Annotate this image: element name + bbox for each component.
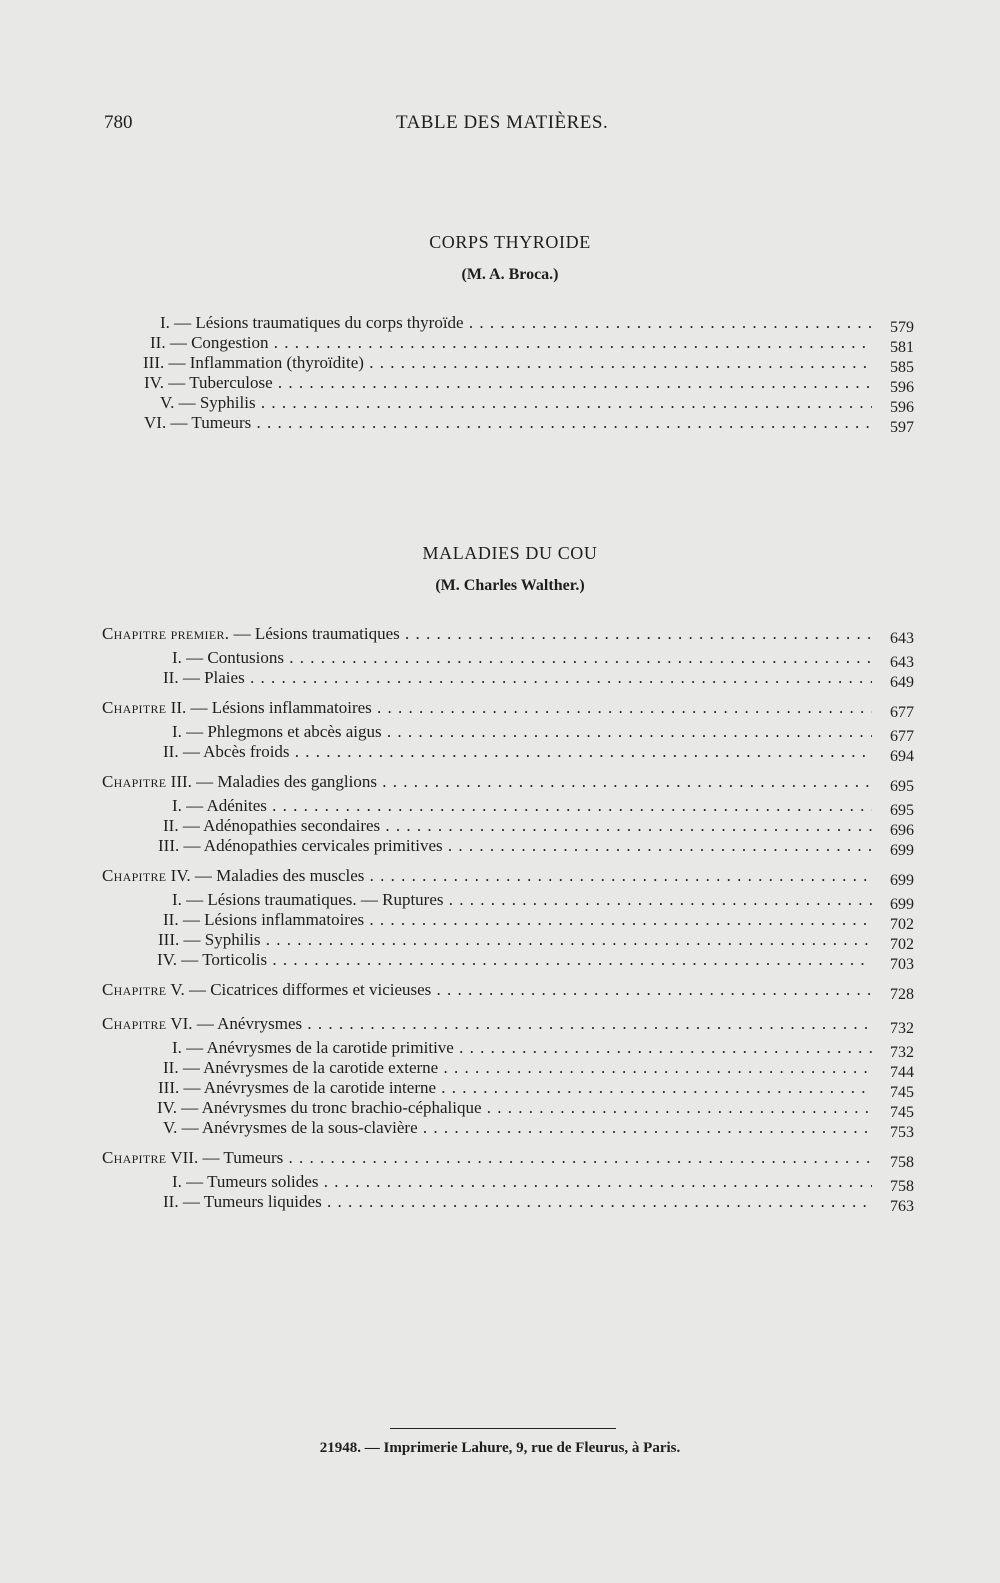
page-ref: 732 [890, 1044, 914, 1061]
page-ref: 695 [890, 802, 914, 819]
chapter-label: Anévrysmes [217, 1014, 303, 1033]
toc-entry: IV. — Anévrysmes du tronc brachio-céphalique . . . 745 [0, 1098, 1000, 1120]
page-ref: 596 [890, 379, 914, 396]
page-ref: 694 [890, 748, 914, 765]
page-ref: 703 [890, 956, 914, 973]
running-header [104, 112, 884, 142]
chapter-number: IV. [170, 866, 191, 885]
toc-entry: I. — Lésions traumatiques du corps thyroïde . . . 579 [0, 313, 1000, 335]
entry-number: II. [163, 668, 179, 687]
entry-number: II. [163, 910, 179, 929]
toc-entry: I. — Adénites . . . 695 [0, 796, 1000, 818]
entry-number: II. [163, 816, 179, 835]
page-ref: 744 [890, 1064, 914, 1081]
section-author-maladies-du-cou: (M. Charles Walther.) [435, 577, 585, 594]
toc-entry: V. — Anévrysmes de la sous-clavière . . . 753 [0, 1118, 1000, 1140]
toc-entry: IV. — Torticolis . . . 703 [0, 950, 1000, 972]
entry-number: II. [163, 742, 179, 761]
chapter-word: Chapitre [102, 1148, 167, 1167]
chapter-word: Chapitre [102, 698, 167, 717]
entry-number: IV. [157, 950, 177, 969]
chapter-label: Tumeurs [223, 1148, 284, 1167]
page-ref: 649 [890, 674, 914, 691]
toc-entry: VI. — Tumeurs . . . 597 [0, 413, 1000, 435]
page-ref: 643 [890, 654, 914, 671]
toc-chapter: Chapitre III. — Maladies des ganglions . . . 695 [0, 772, 1000, 794]
chapter-word: Chapitre [102, 866, 167, 885]
entry-label: Syphilis [199, 393, 256, 412]
entry-label: Anévrysmes de la carotide primitive [206, 1038, 454, 1057]
chapter-number: premier. [170, 624, 230, 643]
page-ref: 732 [890, 1020, 914, 1037]
chapter-label: Lésions inflammatoires [211, 698, 372, 717]
page-ref: 763 [890, 1198, 914, 1215]
page-ref: 753 [890, 1124, 914, 1141]
toc-entry: IV. — Tuberculose . . . 596 [0, 373, 1000, 395]
entry-label: Tumeurs [191, 413, 252, 432]
chapter-number: III. [170, 772, 192, 791]
entry-label: Abcès froids [203, 742, 290, 761]
entry-number: III. [158, 836, 180, 855]
page-ref: 581 [890, 339, 914, 356]
entry-number: II. [150, 333, 166, 352]
section-title-corps-thyroide: CORPS THYROIDE [429, 232, 591, 252]
page-ref: 702 [890, 916, 914, 933]
entry-number: I. [160, 313, 170, 332]
entry-label: Lésions inflammatoires [204, 910, 365, 929]
page-ref: 585 [890, 359, 914, 376]
chapter-number: VI. [170, 1014, 193, 1033]
footer-rule [390, 1428, 616, 1429]
entry-number: I. [172, 890, 182, 909]
entry-number: I. [172, 722, 182, 741]
page-ref: 643 [890, 630, 914, 647]
chapter-label: Maladies des ganglions [217, 772, 377, 791]
entry-number: IV. [144, 373, 164, 392]
page-ref: 597 [890, 419, 914, 436]
section-author-corps-thyroide: (M. A. Broca.) [461, 266, 559, 283]
chapter-label: Lésions traumatiques [254, 624, 400, 643]
page-ref: 745 [890, 1104, 914, 1121]
entry-label: Syphilis [204, 930, 261, 949]
toc-entry: I. — Phlegmons et abcès aigus . . . 677 [0, 722, 1000, 744]
entry-label: Lésions traumatiques. — Ruptures [207, 890, 444, 909]
entry-label: Tumeurs liquides [203, 1192, 322, 1211]
page-ref: 758 [890, 1154, 914, 1171]
toc-chapter: Chapitre V. — Cicatrices difformes et vicieuses . . . 728 [0, 980, 1000, 1002]
entry-number: II. [163, 1058, 179, 1077]
chapter-label: Maladies des muscles [216, 866, 365, 885]
entry-number: II. [163, 1192, 179, 1211]
page-ref: 596 [890, 399, 914, 416]
page-ref: 728 [890, 986, 914, 1003]
toc-entry: II. — Anévrysmes de la carotide externe . . . 744 [0, 1058, 1000, 1080]
entry-label: Anévrysmes du tronc brachio-céphalique [201, 1098, 482, 1117]
toc-entry: I. — Tumeurs solides . . . 758 [0, 1172, 1000, 1194]
entry-label: Contusions [207, 648, 284, 667]
page-ref: 579 [890, 319, 914, 336]
toc-entry: II. — Lésions inflammatoires . . . 702 [0, 910, 1000, 932]
toc-entry: III. — Inflammation (thyroïdite) . . . 585 [0, 353, 1000, 375]
entry-label: Lésions traumatiques du corps thyroïde [195, 313, 464, 332]
toc-chapter: Chapitre VI. — Anévrysmes . . . 732 [0, 1014, 1000, 1036]
page-ref: 699 [890, 896, 914, 913]
toc-entry: II. — Adénopathies secondaires . . . 696 [0, 816, 1000, 838]
chapter-number: VII. [170, 1148, 199, 1167]
toc-chapter: Chapitre premier. — Lésions traumatiques . . . 643 [0, 624, 1000, 646]
page-ref: 695 [890, 778, 914, 795]
entry-number: I. [172, 796, 182, 815]
chapter-word: Chapitre [102, 1014, 167, 1033]
entry-label: Torticolis [202, 950, 268, 969]
entry-label: Plaies [204, 668, 245, 687]
toc-entry: II. — Plaies . . . 649 [0, 668, 1000, 690]
chapter-word: Chapitre [102, 624, 167, 643]
chapter-word: Chapitre [102, 772, 167, 791]
toc-entry: I. — Contusions . . . 643 [0, 648, 1000, 670]
entry-label: Anévrysmes de la carotide interne [203, 1078, 437, 1097]
page-ref: 696 [890, 822, 914, 839]
section-title-maladies-du-cou: MALADIES DU COU [422, 543, 598, 563]
toc-entry: III. — Syphilis . . . 702 [0, 930, 1000, 952]
printer-imprint: 21948. — Imprimerie Lahure, 9, rue de Fleurus, à Paris. [319, 1440, 681, 1456]
entry-number: III. [158, 930, 180, 949]
entry-label: Adénites [206, 796, 267, 815]
toc-chapter: Chapitre VII. — Tumeurs . . . 758 [0, 1148, 1000, 1170]
entry-label: Congestion [191, 333, 269, 352]
page-ref: 758 [890, 1178, 914, 1195]
entry-number: III. [158, 1078, 180, 1097]
page-ref: 699 [890, 872, 914, 889]
chapter-number: V. [170, 980, 185, 999]
page-ref: 677 [890, 728, 914, 745]
entry-number: I. [172, 1172, 182, 1191]
toc-entry: III. — Adénopathies cervicales primitives . . . 699 [0, 836, 1000, 858]
page-ref: 745 [890, 1084, 914, 1101]
entry-label: Adénopathies secondaires [203, 816, 381, 835]
entry-label: Anévrysmes de la sous-clavière [201, 1118, 418, 1137]
running-title: TABLE DES MATIÈRES. [396, 112, 609, 133]
entry-label: Anévrysmes de la carotide externe [203, 1058, 439, 1077]
entry-number: V. [160, 393, 175, 412]
toc-entry: I. — Anévrysmes de la carotide primitive . . . 732 [0, 1038, 1000, 1060]
toc-entry: III. — Anévrysmes de la carotide interne . . . 745 [0, 1078, 1000, 1100]
entry-label: Phlegmons et abcès aigus [207, 722, 382, 741]
entry-number: IV. [157, 1098, 177, 1117]
chapter-label: Cicatrices difformes et vicieuses [210, 980, 432, 999]
chapter-number: II. [170, 698, 187, 717]
page-ref: 677 [890, 704, 914, 721]
entry-label: Tumeurs solides [207, 1172, 319, 1191]
toc-entry: V. — Syphilis . . . 596 [0, 393, 1000, 415]
toc-chapter: Chapitre IV. — Maladies des muscles . . . 699 [0, 866, 1000, 888]
entry-number: III. [143, 353, 165, 372]
entry-number: I. [172, 1038, 182, 1057]
entry-label: Tuberculose [189, 373, 273, 392]
toc-entry: II. — Abcès froids . . . 694 [0, 742, 1000, 764]
toc-entry: II. — Congestion . . . 581 [0, 333, 1000, 355]
chapter-word: Chapitre [102, 980, 167, 999]
entry-label: Inflammation (thyroïdite) [189, 353, 364, 372]
page-ref: 702 [890, 936, 914, 953]
page-number: 780 [104, 112, 133, 133]
toc-entry: I. — Lésions traumatiques. — Ruptures . . . 699 [0, 890, 1000, 912]
entry-number: I. [172, 648, 182, 667]
entry-number: VI. [144, 413, 167, 432]
entry-label: Adénopathies cervicales primitives [203, 836, 443, 855]
toc-chapter: Chapitre II. — Lésions inflammatoires . . . 677 [0, 698, 1000, 720]
entry-number: V. [163, 1118, 178, 1137]
toc-entry: II. — Tumeurs liquides . . . 763 [0, 1192, 1000, 1214]
page-ref: 699 [890, 842, 914, 859]
